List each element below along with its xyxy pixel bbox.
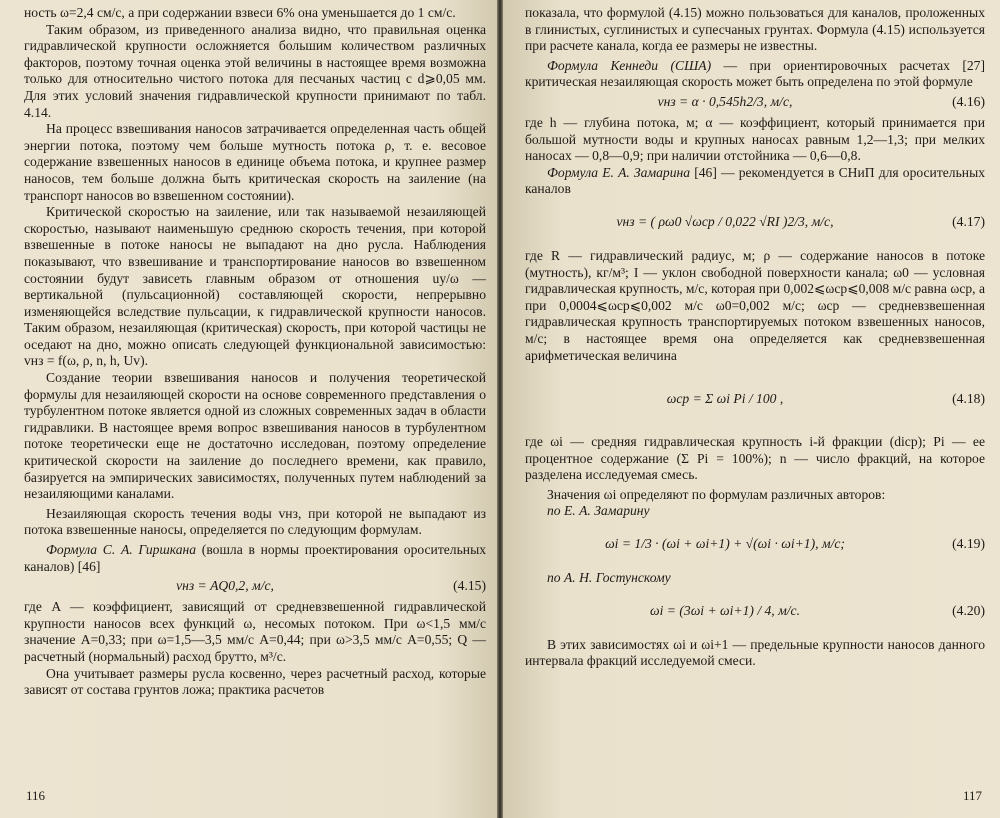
formula-author: по А. Н. Гостунскому bbox=[547, 570, 671, 586]
formula-author: Формула Е. А. Замарина bbox=[547, 164, 691, 180]
equation-4-17 bbox=[525, 201, 985, 245]
formula-author: по Е. А. Замарину bbox=[547, 503, 650, 519]
equation-formula: vнз = AQ0,2, м/с, bbox=[176, 578, 274, 594]
paragraph bbox=[24, 542, 486, 575]
equation-number: (4.16) bbox=[952, 93, 985, 109]
paragraph bbox=[525, 503, 985, 520]
left-page bbox=[0, 0, 497, 818]
paragraph-text: [46] — рекомендуется в СНиП для оросительных каналов bbox=[525, 164, 985, 197]
right-page bbox=[503, 0, 1000, 818]
paragraph-text: (вошла в нормы проектирования оросительных каналов) [46] bbox=[24, 542, 486, 574]
paragraph bbox=[525, 58, 985, 91]
equation-number: (4.19) bbox=[952, 536, 985, 552]
equation-number: (4.18) bbox=[952, 391, 985, 407]
equation-4-20 bbox=[525, 590, 985, 634]
page-number: 117 bbox=[962, 788, 982, 803]
equation-number: (4.15) bbox=[453, 578, 486, 594]
paragraph: где A — коэффициент, зависящий от средневзвешенной гидравлической крупности наносов всех функций ω, несомых потоком. При ω<1,5 мм/с значение A=0,33; при ω=1,5—3,5 мм/с A=0,44; при ω>3,5 мм/с A=0,55; Q — расчетный (нормальный) расход брутто, м³/с. bbox=[24, 599, 486, 664]
equation-4-16 bbox=[525, 94, 985, 112]
equation-4-15 bbox=[24, 578, 486, 596]
paragraph: показала, что формулой (4.15) можно пользоваться для каналов, проложенных в глинистых, суглинистых и супесчаных грунтах. Формула (4.15) используется при расчете канала, когда ее размеры не известны. bbox=[525, 5, 985, 54]
paragraph: Она учитывает размеры русла косвенно, через расчетный расход, которые зависят от состава грунтов ложа; практика расчетов bbox=[24, 665, 486, 698]
equation-number: (4.17) bbox=[952, 213, 985, 229]
paragraph: где ωi — средняя гидравлическая крупность i-й фракции (diср); Pi — ее процентное содержание (Σ Pi = 100%); n — число фракций, на которое разделена исследуемая смесь. bbox=[525, 434, 985, 483]
equation-formula: ωср = Σ ωi Pi / 100 , bbox=[666, 391, 784, 407]
left-text-column bbox=[24, 5, 486, 699]
paragraph: В этих зависимостях ωi и ωi+1 — предельные крупности наносов данного интервала фракций исследуемой смеси. bbox=[525, 636, 985, 669]
paragraph: Значения ωi определяют по формулам различных авторов: bbox=[547, 486, 886, 502]
right-text-column bbox=[525, 5, 985, 670]
paragraph: Критической скоростью на заиление, или так называемой незаиляющей скоростью, называют наименьшую среднюю скорость течения, при которой взвешенные в потоке наносы не выпадают на дно русла. Наблюдения показывают, что взвешивание и транспортирование наносов во взвешенном состоянии будут зависеть главным образом от отношения uу/ω — вертикальной (пульсационной) составляющей скорости, непрерывно изменяющейся вследствие пульсации, к гидравлической крупности наносов. Таким образом, незаиляющая (критическая) скорость, при которой частицы не оседают на дно, можно описать следующей функциональной зависимостью: vнз = f(ω, ρ, n, h, Uv). bbox=[24, 204, 486, 369]
formula-author: Формула С. А. Гиршкана bbox=[46, 542, 197, 557]
paragraph: Создание теории взвешивания наносов и получения теоретической формулы для незаиляющей скорости на основе современного представления о турбулентном потоке является одной из сложных современных задач в области гидравлики. В настоящее время вопрос взвешивания наносов в турбулентном потоке теоретически еще не достаточно исследован, поэтому определение критической скорости на заиление до последнего времени, как правило, базируется на эмпирических зависимостях, полученных путем наблюдений за незаиляющими каналами. bbox=[24, 370, 486, 502]
equation-4-19 bbox=[525, 523, 985, 567]
paragraph: ность ω=2,4 см/с, а при содержании взвеси 6% она уменьшается до 1 см/с. bbox=[24, 5, 456, 20]
equation-number: (4.20) bbox=[952, 602, 985, 618]
equation-4-18 bbox=[525, 367, 985, 431]
paragraph: где R — гидравлический радиус, м; ρ — содержание наносов в потоке (мутность), кг/м³; I — уклон свободной поверхности канала; ω0 — условная гидравлическая крупность, м/с, которая при 0,002⩽ωср⩽0,008 м/с равна ωср, а при 0,0004⩽ωср⩽0,002 м/с ω0=0,002 м/с; ωср — средневзвешенная гидравлическая крупность транспортируемых потоком взвешенных наносов, м/с; в настоящее время она определяется как средневзвешенная арифметическая величина bbox=[525, 247, 985, 363]
paragraph bbox=[525, 165, 985, 198]
equation-formula: vнз = α · 0,545h2/3, м/с, bbox=[657, 93, 793, 109]
paragraph: На процесс взвешивания наносов затрачивается определенная часть общей энергии потока, поэтому чем больше мутность потока ρ, т. е. весовое содержание взвешенных наносов в единице объема потока, и крупнее размер наносов, тем больше должна быть критическая скорость на заиление (на транспорт наносов во взвешенном состоянии). bbox=[24, 121, 486, 203]
page-number: 116 bbox=[26, 788, 46, 803]
formula-author: Формула Кеннеди (США) bbox=[547, 57, 712, 73]
paragraph: где h — глубина потока, м; α — коэффициент, который принимается при большой мутности воды и крупных наносах равным 1,2—1,3; при мелких наносах — 0,8—0,9; при наличии отстойника — 0,6—0,8. bbox=[525, 114, 985, 164]
paragraph-text: — при ориентировочных расчетах [27] критическая незаиляющая скорость может быть определена по этой формуле bbox=[525, 57, 985, 90]
equation-formula: ωi = (3ωi + ωi+1) / 4, м/с. bbox=[650, 602, 800, 618]
equation-formula: ωi = 1/3 · (ωi + ωi+1) + √(ωi · ωi+1), м/с; bbox=[605, 536, 845, 552]
paragraph bbox=[525, 570, 985, 587]
paragraph: Таким образом, из приведенного анализа видно, что правильная оценка гидравлической крупности осложняется большим количеством различных факторов, поэтому точная оценка этой величины в настоящее время возможна только для относительно чистого потока для песчаных частиц с d⩾0,05 мм. Для этих условий значения гидравлической крупности принимают по табл. 4.14. bbox=[24, 21, 486, 120]
equation-formula: vнз = ( ρω0 √ωср / 0,022 √RI )2/3, м/с, bbox=[616, 213, 834, 229]
paragraph: Незаиляющая скорость течения воды vнз, при которой не выпадают из потока взвешенные наносы, определяется по следующим формулам. bbox=[24, 505, 486, 538]
